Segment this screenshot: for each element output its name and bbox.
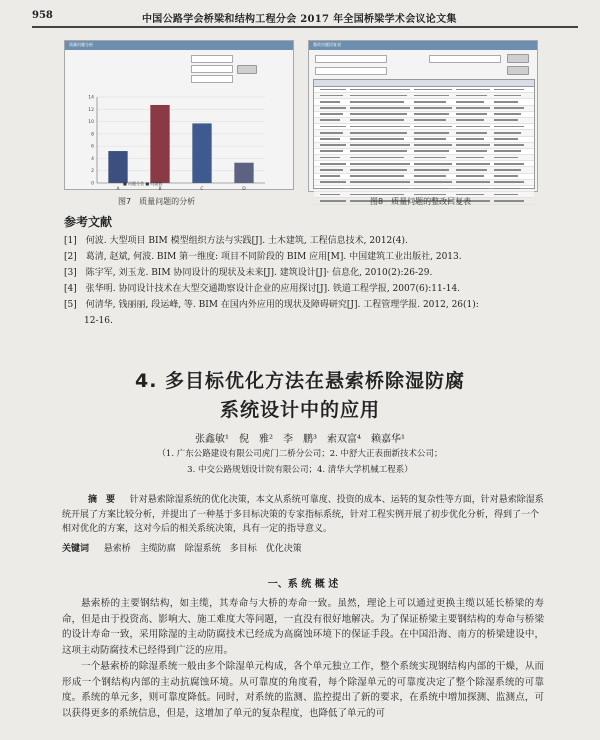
section-heading: 一、系 统 概 述 xyxy=(267,579,339,590)
keywords-label: 关键词 xyxy=(62,544,90,554)
table-cell xyxy=(494,163,524,165)
table-cell xyxy=(456,95,487,97)
table-cell xyxy=(350,126,410,128)
reference-item: [1] 何波. 大型项目 BIM 模型组织方法与实践[J]. 土木建筑, 工程信息技术, 2012(4). xyxy=(64,236,408,246)
table-cell xyxy=(414,163,452,165)
table-cell xyxy=(414,119,446,121)
table-cell xyxy=(320,89,346,91)
x-tick-label: B xyxy=(158,187,162,192)
table-cell xyxy=(494,107,524,109)
table-cell xyxy=(456,126,490,128)
bar xyxy=(150,105,169,183)
table-cell xyxy=(456,144,490,146)
table-cell xyxy=(456,188,487,190)
y-tick-label: 4 xyxy=(91,156,94,162)
bar-chart xyxy=(65,87,293,197)
filter-field[interactable] xyxy=(315,55,387,63)
table-cell xyxy=(350,95,407,97)
table-cell xyxy=(414,157,446,159)
table-cell xyxy=(494,95,521,97)
conference-title: 中国公路学会桥梁和结构工程分会 2017 年全国桥梁学术会议论文集 xyxy=(142,14,457,25)
table-cell xyxy=(494,138,518,140)
x-tick-label: C xyxy=(200,187,204,192)
abstract-label: 摘 要 xyxy=(88,495,116,505)
table-cell xyxy=(320,132,343,134)
table-cell xyxy=(414,132,449,134)
table-cell xyxy=(320,138,340,140)
table-cell xyxy=(320,157,340,159)
table-cell xyxy=(456,181,490,183)
table-cell xyxy=(320,101,340,103)
table-cell xyxy=(494,200,524,202)
table-cell xyxy=(350,188,407,190)
table-cell xyxy=(494,126,524,128)
table-cell xyxy=(350,138,404,140)
table-cell xyxy=(350,181,410,183)
table-cell xyxy=(414,101,446,103)
author-list: 张鑫敏¹ 倪 雅² 李 鹏³ 索双富⁴ 赖嘉华¹ xyxy=(194,434,406,445)
abstract-text: 针对悬索除湿系统的优化决策，本文从系统可靠度、投资的成本、运转的复杂性等方面，针对悬索除湿系统开展了方案比较分析，并提出了一种基于多目标决策的专家指标系统，针对工程实例开展了初步优化分析，得到了一个相对优化的方案，这对今后的相关系统决策，具有一定的指导意义。 xyxy=(62,495,544,534)
table-cell xyxy=(456,163,490,165)
window-titlebar xyxy=(309,41,537,50)
data-table xyxy=(313,79,535,189)
table-cell xyxy=(414,126,452,128)
filter-field[interactable] xyxy=(191,65,233,73)
filter-field[interactable] xyxy=(191,75,233,83)
table-cell xyxy=(320,119,340,121)
abstract xyxy=(62,493,544,537)
figure-8-caption: 图8 质量问题的整改回复表 xyxy=(370,197,472,206)
table-cell xyxy=(320,181,346,183)
x-tick-label: A xyxy=(116,187,120,192)
table-cell xyxy=(320,150,343,152)
keywords-text: 悬索桥 主缆防腐 除湿系统 多目标 优化决策 xyxy=(103,544,302,554)
reference-item: [4] 张华明. 协同设计技术在大型交通勘察设计企业的应用探讨[J]. 铁道工程学报, 2007(6):11-14. xyxy=(64,284,461,294)
x-tick-label: D xyxy=(242,187,246,192)
table-cell xyxy=(456,138,484,140)
table-cell xyxy=(414,95,449,97)
table-cell xyxy=(494,188,521,190)
filter-field[interactable] xyxy=(315,67,387,75)
table-cell xyxy=(414,181,452,183)
window-title: 质量问题分析 xyxy=(69,42,93,47)
table-cell xyxy=(350,163,410,165)
table-cell xyxy=(320,113,343,115)
query-button[interactable] xyxy=(237,65,257,74)
table-cell xyxy=(320,126,346,128)
y-tick-label: 10 xyxy=(88,120,94,126)
keywords xyxy=(62,541,544,554)
article-title-line1: 4. 多目标优化方法在悬索桥除湿防腐 xyxy=(134,370,466,392)
export-button[interactable] xyxy=(507,66,529,75)
bar xyxy=(192,123,211,183)
running-header xyxy=(32,10,578,24)
filter-field[interactable] xyxy=(191,55,233,63)
page-number: 958 xyxy=(32,10,53,21)
table-cell xyxy=(320,194,340,196)
table-cell xyxy=(320,169,343,171)
article-title-line2: 系统设计中的应用 xyxy=(219,399,380,421)
table-cell xyxy=(320,163,346,165)
bar xyxy=(108,151,127,183)
table-cell xyxy=(350,144,410,146)
table-cell xyxy=(494,181,524,183)
table-header xyxy=(314,80,534,87)
table-cell xyxy=(456,157,484,159)
bar xyxy=(234,163,253,183)
y-tick-label: 2 xyxy=(91,169,94,175)
chart-legend: ■ 问题分类 ■ 问题数 xyxy=(123,181,163,186)
table-cell xyxy=(456,89,490,91)
table-cell xyxy=(350,132,407,134)
table-cell xyxy=(456,150,487,152)
search-button[interactable] xyxy=(507,54,529,63)
table-cell xyxy=(320,144,346,146)
figure-7-caption: 图7 质量问题的分析 xyxy=(118,197,196,206)
table-cell xyxy=(414,113,449,115)
affiliation-line1: （1. 广东公路建设有限公司虎门二桥分公司；2. 中舒大正表面新技术公司； xyxy=(157,449,443,459)
reference-item: [2] 葛清, 赵斌, 何波. BIM 第一维度: 项目不同阶段的 BIM 应用[M]. 中国建筑工业出版社, 2013. xyxy=(64,252,462,262)
table-cell xyxy=(350,169,407,171)
table-cell xyxy=(494,194,518,196)
table-cell xyxy=(414,150,449,152)
table-cell xyxy=(494,113,521,115)
table-cell xyxy=(350,175,404,177)
table-cell xyxy=(414,89,452,91)
y-tick-label: 6 xyxy=(91,144,94,150)
table-cell xyxy=(494,101,518,103)
reference-item: [3] 陈宇军, 刘玉龙. BIM 协同设计的现状及未来[J]. 建筑设计[J]· 信息化, 2010(2):26-29. xyxy=(64,268,433,278)
header-rule xyxy=(32,26,578,28)
y-tick-label: 12 xyxy=(88,107,94,113)
table-cell xyxy=(350,119,404,121)
table-cell xyxy=(456,101,484,103)
affiliation-line2: 3. 中交公路规划设计院有限公司；4. 清华大学机械工程系） xyxy=(187,465,413,475)
table-cell xyxy=(320,200,346,202)
table-cell xyxy=(350,113,407,115)
y-tick-label: 0 xyxy=(91,181,94,187)
table-cell xyxy=(320,95,343,97)
table-cell xyxy=(456,175,484,177)
body-paragraph: 悬索桥的主要钢结构，如主缆，其寿命与大桥的寿命一致。虽然，理论上可以通过更换主缆以延长桥梁的寿命，但是由于投资高、影响大、施工难度大等问题，一直没有很好地解决。为了保证桥梁主要钢结构的寿命与桥梁的设计寿命一致，采用除湿的主动防腐技术已经成为高腐蚀环境下的保证手段。在中国沿海、南方的桥梁建设中，这项主动防腐技术已经得到广泛的应用。 xyxy=(62,598,544,656)
table-cell xyxy=(350,89,410,91)
table-cell xyxy=(494,119,518,121)
table-cell xyxy=(456,132,487,134)
references-heading: 参考文献 xyxy=(64,215,113,229)
table-cell xyxy=(494,150,521,152)
table-cell xyxy=(456,107,490,109)
figure-7-screenshot xyxy=(64,40,294,190)
table-cell xyxy=(320,188,343,190)
body-paragraph: 一个悬索桥的除湿系统一般由多个除湿单元构成，各个单元独立工作，整个系统实现钢结构内部的干燥，从而形成一个钢结构内部的主动抗腐蚀环境。从可靠度的角度看，每个除湿单元的可靠度决定了整个除湿系统的可靠度。系统的单元多，则可靠度降低。同时，对系统的监测、监控提出了新的要求，在系统中增加探测、监测点，可以获得更多的系统信息，但是，这增加了单元的复杂程度，也降低了单元的可 xyxy=(62,661,544,719)
table-cell xyxy=(494,89,524,91)
table-cell xyxy=(494,169,521,171)
table-cell xyxy=(320,175,340,177)
table-cell xyxy=(350,101,404,103)
table-cell xyxy=(414,107,452,109)
table-cell xyxy=(414,144,452,146)
table-cell xyxy=(414,169,449,171)
figure-8-screenshot xyxy=(308,40,538,192)
window-titlebar xyxy=(65,41,293,50)
window-title: 整改问题回复表 xyxy=(313,42,341,47)
filter-field[interactable] xyxy=(429,55,501,63)
y-tick-label: 8 xyxy=(91,132,94,138)
y-tick-label: 14 xyxy=(88,95,94,101)
table-cell xyxy=(494,157,518,159)
table-cell xyxy=(350,150,407,152)
table-cell xyxy=(456,169,487,171)
reference-item: [5] 何清华, 钱丽丽, 段运峰, 等. BIM 在国内外应用的现状及障碍研究[J]. 工程管理学报. 2012, 26(1): xyxy=(64,300,479,310)
table-cell xyxy=(414,175,446,177)
table-cell xyxy=(456,113,487,115)
table-cell xyxy=(494,132,521,134)
table-cell xyxy=(494,175,518,177)
table-cell xyxy=(350,157,404,159)
table-cell xyxy=(414,138,446,140)
table-cell xyxy=(320,107,346,109)
table-cell xyxy=(494,144,524,146)
table-cell xyxy=(456,119,484,121)
reference-item-continued: 12-16. xyxy=(84,316,113,326)
table-cell xyxy=(414,188,449,190)
table-cell xyxy=(350,107,410,109)
